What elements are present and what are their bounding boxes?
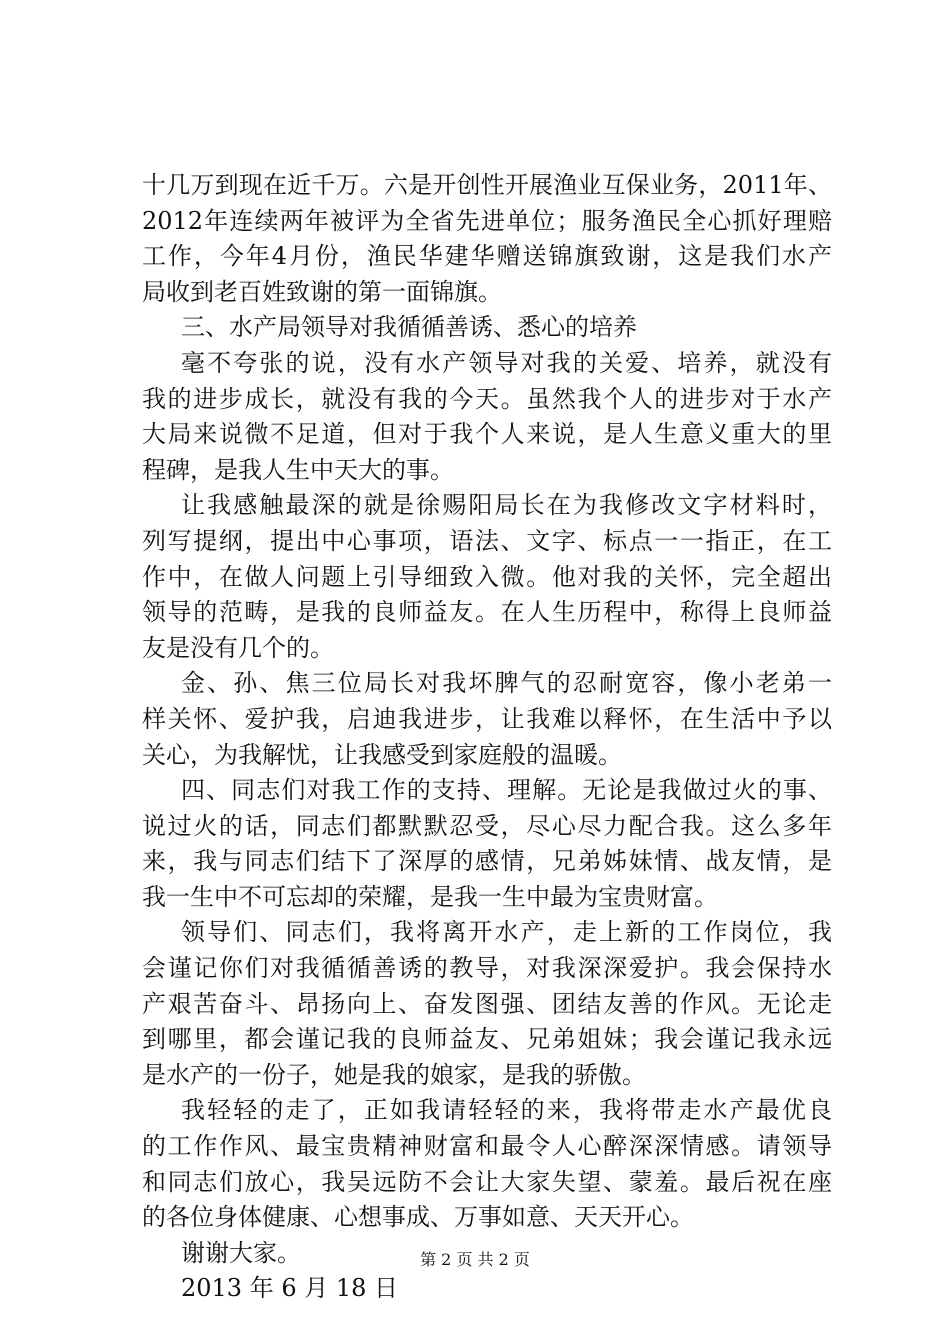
text-line: 的各位身体健康、心想事成、万事如意、天天开心。 [142,1203,694,1232]
text-line: 友是没有几个的。 [142,633,334,662]
closing-thanks: 谢谢大家。 [181,1238,301,1267]
text-line: 我的进步成长，就没有我的今天。虽然我个人的进步对于水产 [142,384,832,413]
text-line: 来，我与同志们结下了深厚的感情，兄弟姊妹情、战友情，是 [142,847,832,876]
text-line: 局收到老百姓致谢的第一面锦旗。 [142,277,502,306]
text-line: 金、孙、焦三位局长对我坏脾气的忍耐宽容，像小老弟一 [181,669,832,698]
text-line: 作中，在做人问题上引导细致入微。他对我的关怀，完全超出 [142,562,832,591]
text-line: 到哪里，都会谨记我的良师益友、兄弟姐妹；我会谨记我永远 [142,1025,832,1054]
text-line: 让我感触最深的就是徐赐阳局长在为我修改文字材料时， [181,491,832,520]
text-line: 列写提纲，提出中心事项，语法、文字、标点一一指正，在工 [142,526,832,555]
text-line: 2012年连续两年被评为全省先进单位；服务渔民全心抓好理赔 [142,206,832,235]
text-line: 会谨记你们对我循循善诱的教导，对我深深爱护。我会保持水 [142,954,832,983]
text-line: 我轻轻的走了，正如我请轻轻的来，我将带走水产最优良 [181,1096,832,1125]
document-date: 2013 年 6 月 18 日 [181,1274,399,1303]
page-footer: 第 2 页 共 2 页 [420,1250,530,1269]
text-line: 毫不夸张的说，没有水产领导对我的关爱、培养，就没有 [181,348,832,377]
section-heading: 四、同志们对我工作的支持、理解。无论是我做过火的事、 [181,776,832,805]
text-line: 样关怀、爱护我，启迪我进步，让我难以释怀，在生活中予以 [142,704,832,733]
text-line: 程碑，是我人生中天大的事。 [142,455,454,484]
text-line: 领导的范畴，是我的良师益友。在人生历程中，称得上良师益 [142,598,832,627]
text-line: 产艰苦奋斗、昂扬向上、奋发图强、团结友善的作风。无论走 [142,989,832,1018]
text-line: 是水产的一份子，她是我的娘家，是我的骄傲。 [142,1060,646,1089]
text-line: 说过火的话，同志们都默默忍受，尽心尽力配合我。这么多年 [142,811,832,840]
text-line: 我一生中不可忘却的荣耀，是我一生中最为宝贵财富。 [142,882,718,911]
text-line: 的工作作风、最宝贵精神财富和最令人心醉深深情感。请领导 [142,1132,832,1161]
text-line: 领导们、同志们，我将离开水产，走上新的工作岗位，我 [181,918,832,947]
text-line: 和同志们放心，我吴远防不会让大家失望、蒙羞。最后祝在座 [142,1167,832,1196]
text-line: 大局来说微不足道，但对于我个人来说，是人生意义重大的里 [142,420,832,449]
document-body [142,168,832,1307]
section-heading: 三、水产局领导对我循循善诱、悉心的培养 [181,313,637,342]
text-line: 十几万到现在近千万。六是开创性开展渔业互保业务，2011年、 [142,171,832,199]
text-line: 工作，今年4月份，渔民华建华赠送锦旗致谢，这是我们水产 [142,242,832,271]
text-line: 关心，为我解忧，让我感受到家庭般的温暖。 [142,740,622,769]
